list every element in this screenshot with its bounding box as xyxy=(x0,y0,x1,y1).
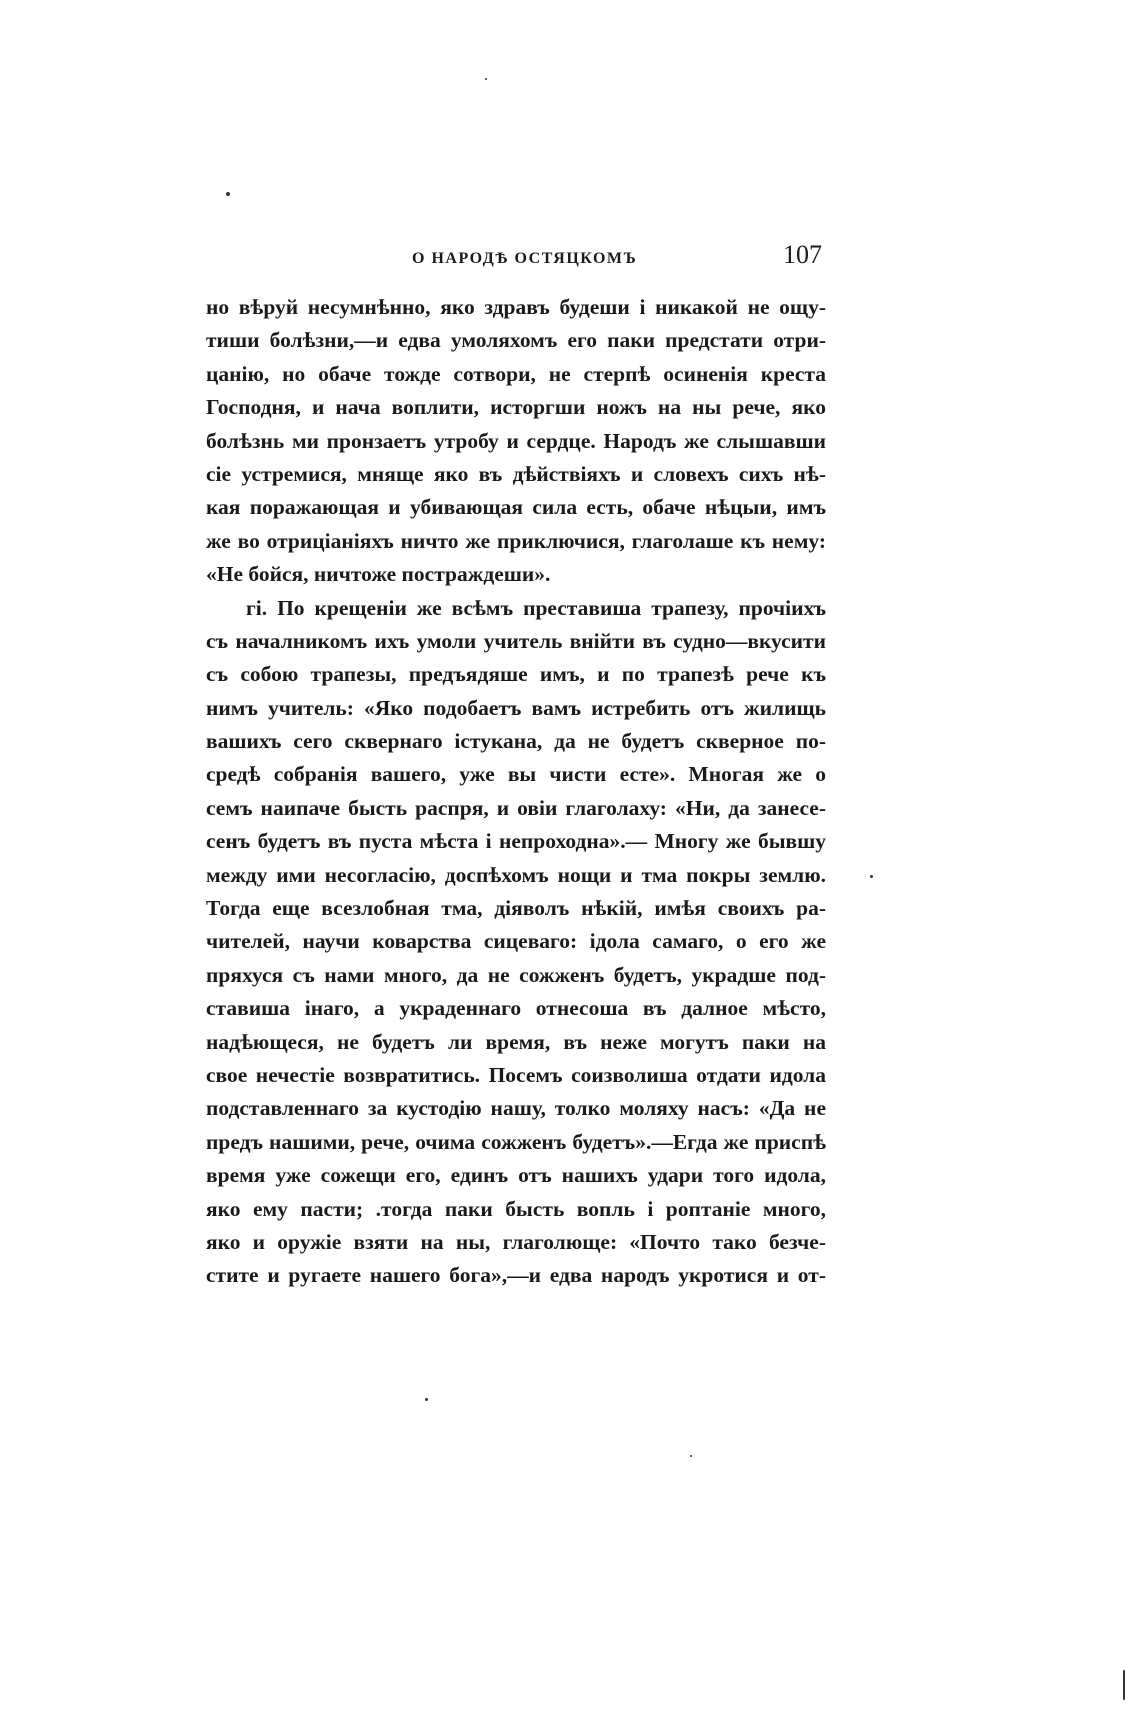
text-line: предъ нашими, рече, очима сожженъ будетъ».—Егда же приспѣ xyxy=(206,1129,826,1154)
body-text xyxy=(206,291,826,1293)
text-line: кая поражающая и убивающая сила есть, обаче нѣцыи, имъ xyxy=(206,495,826,520)
text-line: семъ наипаче бысть распря, и овіи глаголаху: «Ни, да занесе- xyxy=(206,795,826,820)
text-line: ставиша інаго, а украденнаго отнесоша въ далное мѣсто, xyxy=(206,996,826,1021)
text-line: свое нечестіе возвратитись. Посемъ соизволиша отдати идола xyxy=(206,1062,826,1087)
text-line: же во отриціаніяхъ ничто же приключися, глаголаше къ нему: xyxy=(206,528,826,553)
scan-speck xyxy=(425,1398,428,1401)
text-line: цанію, но обаче тожде сотвори, не стерпѣ осиненія креста xyxy=(206,361,826,386)
text-line: съ собою трапезы, предъядяше имъ, и по трапезѣ рече къ xyxy=(206,662,826,687)
text-line: вашихъ сего сквернаго істукана, да не будетъ скверное по- xyxy=(206,729,826,754)
text-line: время уже сожещи его, единъ отъ нашихъ удари того идола, xyxy=(206,1163,826,1188)
page-number: 107 xyxy=(783,240,822,269)
text-line: «Не бойся, ничтоже постраждеши». xyxy=(206,562,551,587)
text-line: пряхуся съ нами много, да не сожженъ будетъ, украдше под- xyxy=(206,962,826,987)
scan-speck xyxy=(485,78,487,80)
text-line: сенъ будетъ въ пуста мѣста і непроходна».— Многу же бывшу xyxy=(206,829,826,854)
scan-speck xyxy=(870,875,873,878)
text-line: съ началникомъ ихъ умоли учитель внійти въ судно—вкусити xyxy=(206,628,826,653)
text-line: Тогда еще всезлобная тма, діяволъ нѣкій, имѣя своихъ ра- xyxy=(206,896,826,921)
text-line: болѣзнь ми пронзаетъ утробу и сердце. Народъ же слышавши xyxy=(206,428,826,453)
running-header xyxy=(206,240,822,280)
text-line: сіе устремися, мняще яко въ дѣйствіяхъ и словехъ сихъ нѣ- xyxy=(206,461,826,486)
text-line: яко и оружіе взяти на ны, глаголюще: «Почто тако безче- xyxy=(206,1229,826,1254)
text-line: Господня, и нача воплити, исторгши ножъ на ны рече, яко xyxy=(206,395,826,420)
running-title: О НАРОДѢ ОСТЯЦКОМЪ xyxy=(412,250,638,267)
text-line: тиши болѣзни,—и едва умоляхомъ его паки предстати отри- xyxy=(206,328,826,353)
text-line: яко ему пасти; .тогда паки бысть вопль і роптаніе много, xyxy=(206,1196,826,1221)
text-line: стите и ругаете нашего бога»,—и едва народъ укротися и от- xyxy=(206,1263,826,1288)
text-line: чителей, научи коварства сицеваго: ідола самаго, о его же xyxy=(206,929,826,954)
scan-speck xyxy=(1123,1670,1125,1700)
scan-speck xyxy=(226,192,230,196)
text-line: гі. По крещеніи же всѣмъ преставиша трапезу, прочіихъ xyxy=(246,595,826,620)
text-line: надѣющеся, не будетъ ли время, въ неже могутъ паки на xyxy=(206,1029,826,1054)
text-line: подставленнаго за кустодію нашу, толко моляху насъ: «Да не xyxy=(206,1096,826,1121)
scan-speck xyxy=(690,1455,692,1457)
text-line: между ими несогласію, доспѣхомъ нощи и тма покры землю. xyxy=(206,862,826,887)
text-line: но вѣруй несумнѣнно, яко здравъ будеши і никакой не ощу- xyxy=(206,295,826,319)
text-line: нимъ учитель: «Яко подобаетъ вамъ истребить отъ жилищь xyxy=(206,695,826,720)
text-line: средѣ собранія вашего, уже вы чисти есте». Многая же о xyxy=(206,762,826,787)
